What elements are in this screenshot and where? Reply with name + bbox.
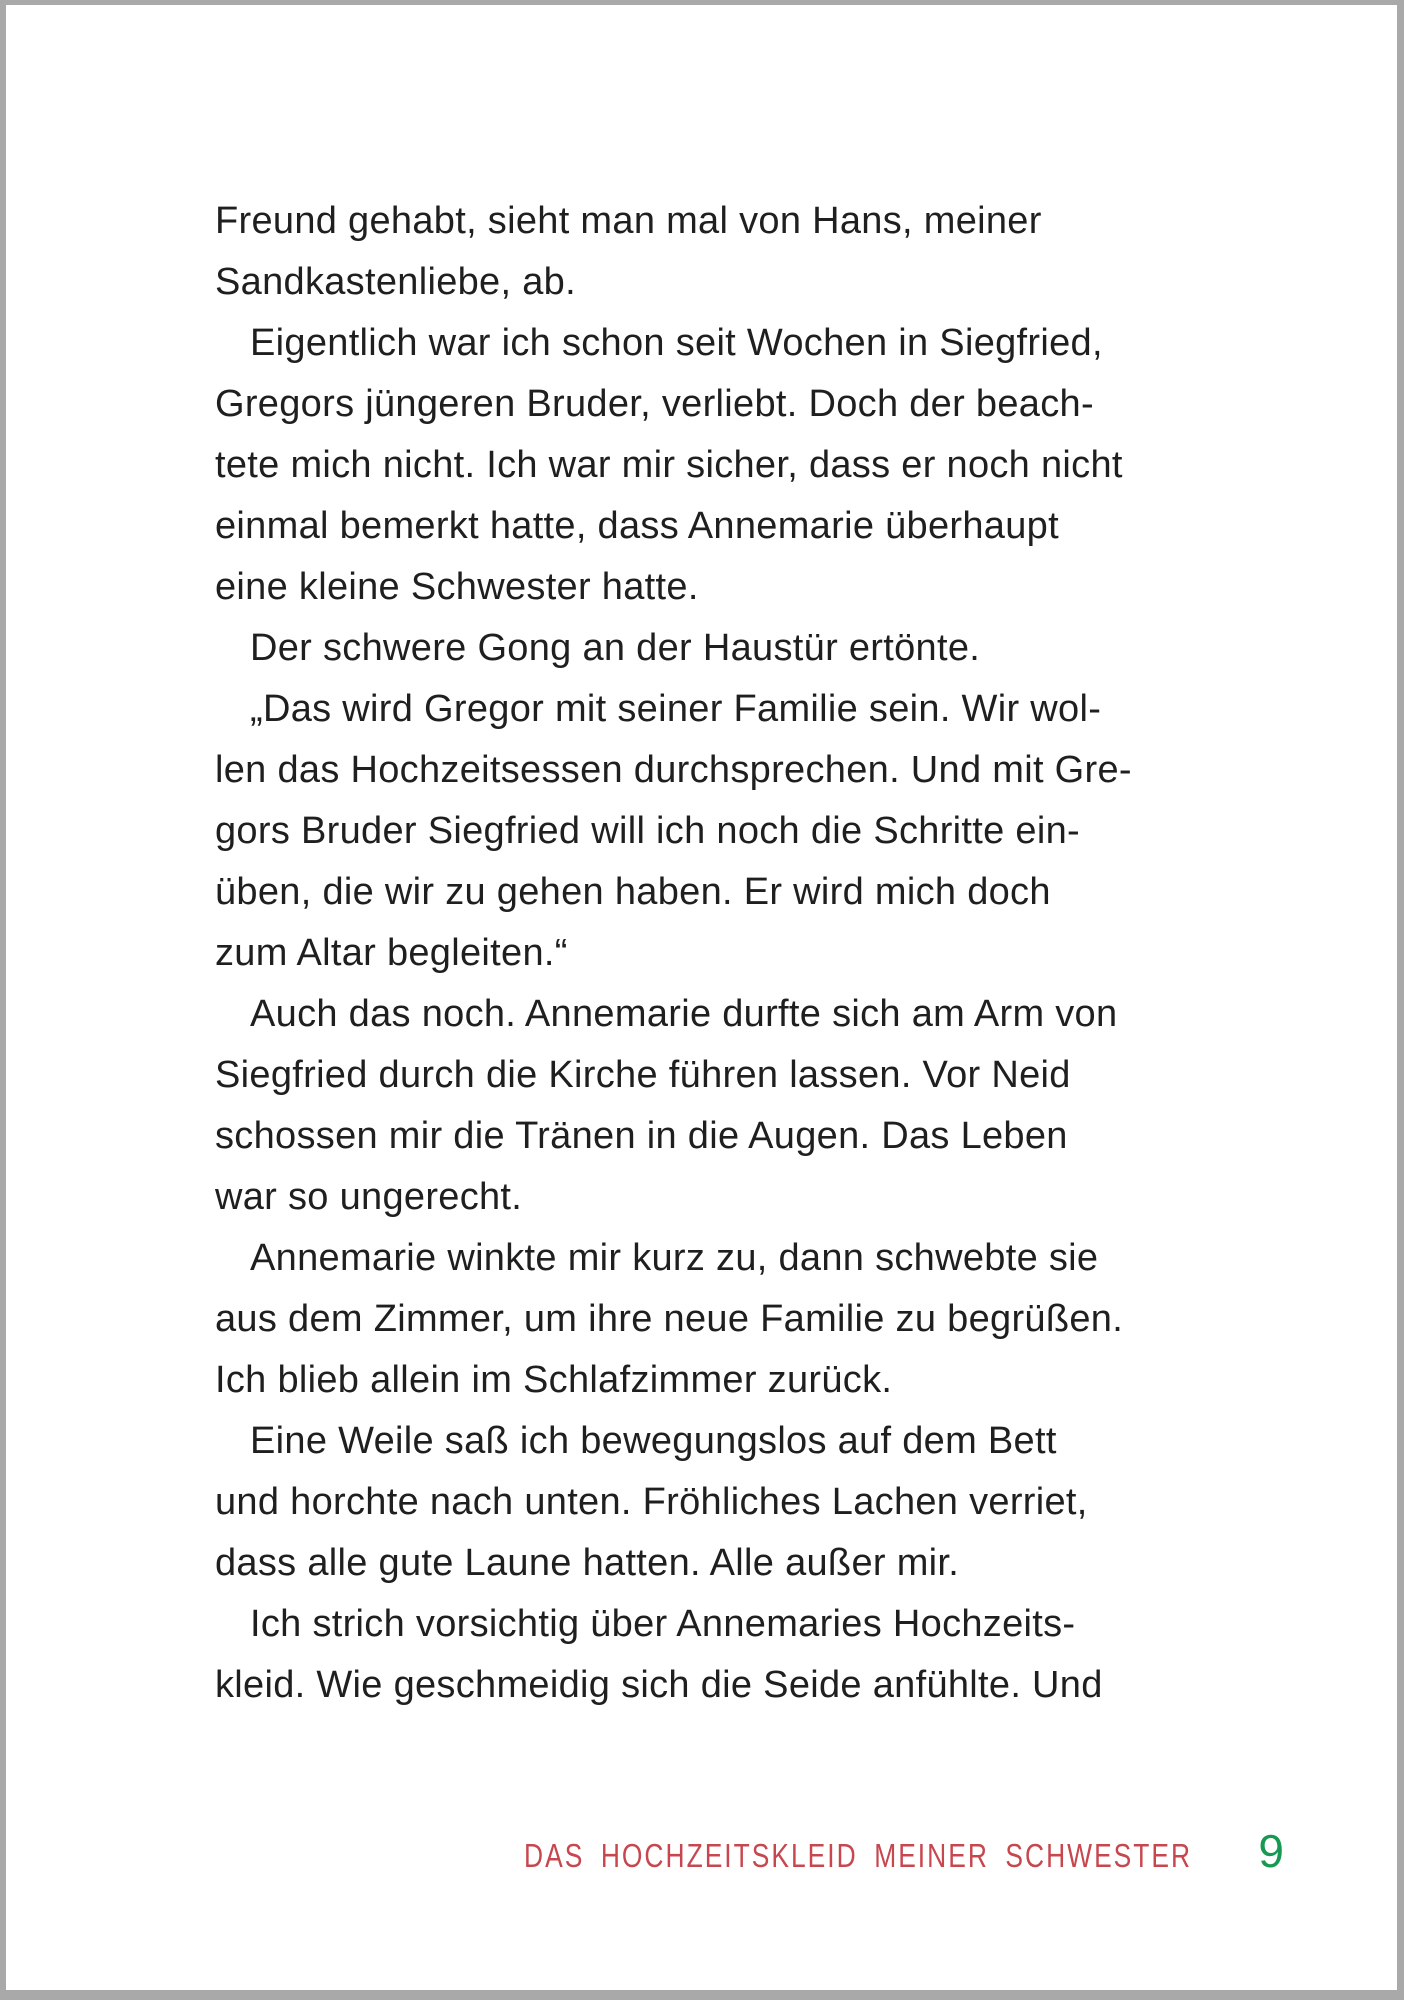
body-line: zum Altar begleiten.“ (215, 932, 568, 974)
body-line: schossen mir die Tränen in die Augen. Das Leben (215, 1115, 1068, 1157)
body-text-block (215, 191, 1225, 1716)
chapter-title: DAS HOCHZEITSKLEID MEINER SCHWESTER (524, 1837, 1193, 1874)
body-line: einmal bemerkt hatte, dass Annemarie überhaupt (215, 505, 1059, 547)
body-line: Ich blieb allein im Schlafzimmer zurück. (215, 1359, 893, 1401)
body-line: Siegfried durch die Kirche führen lassen. Vor Neid (215, 1054, 1071, 1096)
body-line: tete mich nicht. Ich war mir sicher, dass er noch nicht (215, 444, 1123, 486)
book-page (6, 5, 1397, 1990)
page-number: 9 (1258, 1825, 1284, 1877)
body-line: Freund gehabt, sieht man mal von Hans, meiner (215, 200, 1042, 242)
body-line: kleid. Wie geschmeidig sich die Seide anfühlte. Und (215, 1664, 1103, 1706)
body-line: üben, die wir zu gehen haben. Er wird mich doch (215, 871, 1051, 913)
body-line: aus dem Zimmer, um ihre neue Familie zu begrüßen. (215, 1298, 1124, 1340)
body-line: war so ungerecht. (215, 1176, 523, 1218)
body-line: Auch das noch. Annemarie durfte sich am Arm von (250, 993, 1118, 1035)
body-line: gors Bruder Siegfried will ich noch die Schritte ein- (215, 810, 1080, 852)
body-line: dass alle gute Laune hatten. Alle außer mir. (215, 1542, 960, 1584)
body-line: eine kleine Schwester hatte. (215, 566, 699, 608)
body-line: Eigentlich war ich schon seit Wochen in Siegfried, (250, 322, 1103, 364)
body-line: len das Hochzeitsessen durchsprechen. Und mit Gre- (215, 749, 1132, 791)
body-line: Eine Weile saß ich bewegungslos auf dem Bett (250, 1420, 1057, 1462)
body-line: Sandkastenliebe, ab. (215, 261, 576, 303)
page-footer (357, 1827, 1284, 1878)
body-line: Der schwere Gong an der Haustür ertönte. (250, 627, 981, 669)
body-line: und horchte nach unten. Fröhliches Lachen verriet, (215, 1481, 1088, 1523)
body-line: „Das wird Gregor mit seiner Familie sein. Wir wol- (250, 688, 1102, 730)
body-line: Annemarie winkte mir kurz zu, dann schwebte sie (250, 1237, 1099, 1279)
body-line: Ich strich vorsichtig über Annemaries Hochzeits- (250, 1603, 1076, 1645)
body-line: Gregors jüngeren Bruder, verliebt. Doch der beach- (215, 383, 1094, 425)
